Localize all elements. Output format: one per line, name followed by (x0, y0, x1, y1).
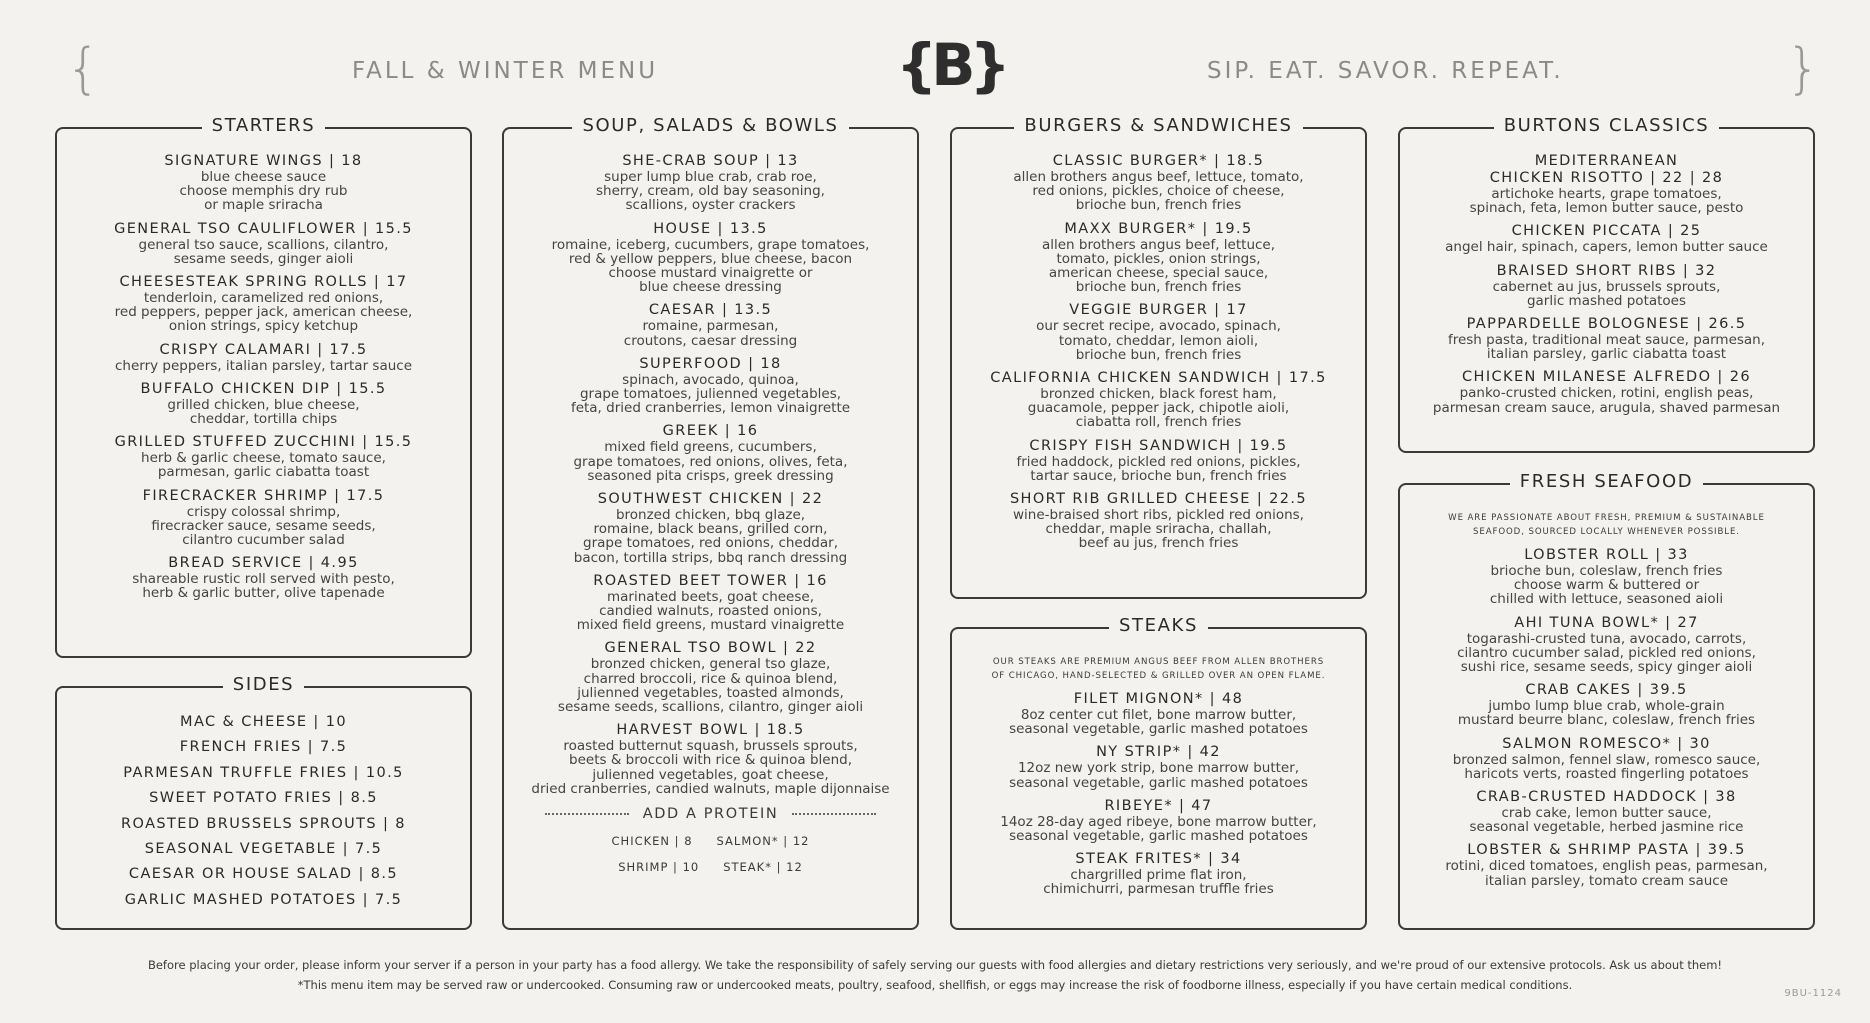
item-description: marinated beets, goat cheese, (606, 588, 814, 605)
item-description: romaine, iceberg, cucumbers, grape tomatoes, (551, 236, 870, 253)
item-description: 14oz 28-day aged ribeye, bone marrow butter, (1000, 813, 1317, 830)
item-name: CRAB-CRUSTED HADDOCK | 38 (1476, 789, 1737, 806)
menu-item (57, 555, 470, 600)
item-description: red onions, pickles, choice of cheese, (1032, 183, 1285, 200)
item-description: julienned vegetables, toasted almonds, (577, 684, 844, 701)
item-description: shareable rustic roll served with pesto, (132, 571, 395, 588)
item-description: seasoned pita crisps, greek dressing (587, 467, 834, 484)
right-brace: } (1786, 37, 1821, 100)
item-name: VEGGIE BURGER | 17 (1069, 302, 1248, 319)
item-description: jumbo lump blue crab, whole-grain (1488, 698, 1725, 715)
sides-title: SIDES (223, 674, 304, 695)
item-name: CLASSIC BURGER* | 18.5 (1052, 153, 1265, 169)
menu-item (952, 438, 1365, 483)
side-item: SWEET POTATO FRIES | 8.5 (149, 790, 378, 807)
item-description: chilled with lettuce, seasoned aioli (1489, 591, 1724, 608)
menu-item (504, 221, 917, 295)
item-description: beets & broccoli with rice & quinoa blend, (569, 752, 852, 769)
menu-item (57, 221, 470, 266)
protein-option: SALMON* | 12 (716, 834, 810, 849)
menu-item (57, 274, 470, 334)
menu-item (1400, 369, 1813, 414)
item-name: CRISPY CALAMARI | 17.5 (159, 341, 368, 358)
soups-title: SOUP, SALADS & BOWLS (572, 115, 848, 136)
item-description: brioche bun, coleslaw, french fries (1490, 563, 1723, 579)
item-name: STEAK FRITES* | 34 (1075, 851, 1242, 868)
side-item: PARMESAN TRUFFLE FRIES | 10.5 (123, 764, 404, 781)
menu-item (952, 221, 1365, 295)
note-line: WE ARE PASSIONATE ABOUT FRESH, PREMIUM & SUSTAINABLE (1448, 513, 1765, 523)
seafood-title: FRESH SEAFOOD (1510, 471, 1703, 492)
side-item: GARLIC MASHED POTATOES | 7.5 (124, 891, 403, 908)
menu-item (57, 153, 470, 213)
item-description: romaine, black beans, grilled corn, (593, 521, 828, 538)
item-description: seasonal vegetable, garlic mashed potatoes (1009, 828, 1308, 845)
item-description: tartar sauce, brioche bun, french fries (1030, 467, 1287, 484)
item-description: italian parsley, tomato cream sauce (1484, 872, 1729, 889)
item-description: herb & garlic cheese, tomato sauce, (141, 450, 386, 467)
burgers-panel (950, 115, 1367, 599)
item-description: haricots verts, roasted fingerling potatoes (1464, 765, 1749, 782)
item-description: cilantro cucumber salad (182, 532, 345, 549)
item-description: cheddar, tortilla chips (189, 411, 338, 428)
item-name: GREEK | 16 (662, 423, 759, 440)
item-description: sherry, cream, old bay seasoning, (596, 183, 825, 200)
item-name: CHEESESTEAK SPRING ROLLS | 17 (119, 274, 408, 291)
item-description: seasonal vegetable, herbed jasmine rice (1469, 819, 1744, 836)
item-name: AHI TUNA BOWL* | 27 (1514, 614, 1699, 631)
menu-item (1400, 547, 1813, 607)
item-name: SALMON ROMESCO* | 30 (1502, 735, 1711, 752)
item-name: CAESAR | 13.5 (648, 302, 773, 319)
section-note (1400, 511, 1813, 539)
item-description: grilled chicken, blue cheese, (167, 396, 360, 413)
seafood-panel (1398, 471, 1815, 930)
item-description: red peppers, pepper jack, american cheese, (114, 304, 413, 321)
item-description: cheddar, maple sriracha, challah, (1045, 521, 1272, 538)
item-name: RIBEYE* | 47 (1104, 797, 1213, 814)
sides-list (57, 710, 470, 913)
menu-item (952, 302, 1365, 362)
menu-item (952, 851, 1365, 896)
item-description: scallions, oyster crackers (625, 197, 796, 214)
item-description: seasonal vegetable, garlic mashed potatoes (1009, 774, 1308, 791)
item-name: HOUSE | 13.5 (653, 220, 768, 237)
item-description: beef au jus, french fries (1078, 535, 1239, 552)
item-description: fresh pasta, traditional meat sauce, parmesan, (1447, 332, 1766, 349)
menu-item (952, 691, 1365, 736)
item-description: ciabatta roll, french fries (1075, 414, 1242, 431)
menu-item (57, 434, 470, 479)
item-description: spinach, feta, lemon butter sauce, pesto (1469, 200, 1744, 217)
item-description: brioche bun, french fries (1075, 279, 1242, 296)
item-name: SUPERFOOD | 18 (639, 355, 782, 372)
side-item: MAC & CHEESE | 10 (180, 714, 347, 730)
item-description: general tso sauce, scallions, cilantro, (138, 236, 389, 253)
menu-item (952, 153, 1365, 213)
menu-item (952, 798, 1365, 843)
item-name: CHICKEN RISOTTO | 22 | 28 (1489, 170, 1724, 186)
menu-code: 9BU-1124 (1784, 988, 1842, 999)
item-description: sesame seeds, ginger aioli (173, 250, 354, 267)
soups-panel (502, 115, 919, 930)
item-description: chimichurri, parmesan truffle fries (1043, 881, 1274, 898)
item-description: parmesan cream sauce, arugula, shaved parmesan (1432, 399, 1781, 416)
item-description: sesame seeds, scallions, cilantro, ginger aioli (557, 699, 864, 716)
item-description: wine-braised short ribs, pickled red onions, (1013, 507, 1304, 524)
item-description: mustard beurre blanc, coleslaw, french fries (1457, 712, 1756, 729)
item-name: HARVEST BOWL | 18.5 (616, 722, 805, 739)
item-description: dried cranberries, candied walnuts, maple dijonnaise (531, 780, 890, 797)
menu-item (504, 153, 917, 213)
item-description: blue cheese dressing (639, 279, 782, 296)
item-description: cabernet au jus, brussels sprouts, (1492, 278, 1721, 295)
item-description: herb & garlic butter, olive tapenade (142, 585, 385, 602)
item-description: tenderloin, caramelized red onions, (143, 290, 384, 307)
item-name: CHICKEN PICCATA | 25 (1511, 223, 1702, 240)
item-name: MAXX BURGER* | 19.5 (1064, 220, 1253, 237)
item-description: tomato, cheddar, lemon aioli, (1058, 332, 1259, 349)
menu-item (57, 342, 470, 373)
item-name: ROASTED BEET TOWER | 16 (593, 572, 828, 589)
item-name: FILET MIGNON* | 48 (1073, 691, 1244, 707)
item-name: BREAD SERVICE | 4.95 (168, 555, 359, 572)
item-description: candied walnuts, roasted onions, (599, 603, 822, 620)
menu-item (1400, 153, 1813, 215)
item-description: grape tomatoes, red onions, olives, feta, (573, 453, 848, 470)
menu-item (504, 423, 917, 483)
item-name: SHE-CRAB SOUP | 13 (622, 153, 799, 169)
item-name: CALIFORNIA CHICKEN SANDWICH | 17.5 (990, 370, 1327, 387)
item-description: choose mustard vinaigrette or (608, 265, 813, 282)
soups-list (504, 153, 917, 874)
classics-panel (1398, 115, 1815, 453)
item-description: croutons, caesar dressing (623, 332, 798, 349)
item-name: LOBSTER & SHRIMP PASTA | 39.5 (1467, 842, 1746, 859)
protein-option: CHICKEN | 8 (611, 834, 693, 849)
menu-item (504, 573, 917, 633)
add-protein-title: ADD A PROTEIN (642, 806, 779, 823)
item-description: mixed field greens, mustard vinaigrette (576, 617, 845, 634)
menu-item (504, 356, 917, 416)
side-item: SEASONAL VEGETABLE | 7.5 (144, 841, 383, 858)
menu-item (952, 744, 1365, 789)
menu-item (1400, 615, 1813, 675)
item-description: parmesan, garlic ciabatta toast (157, 464, 370, 481)
item-description: charred broccoli, rice & quinoa blend, (583, 670, 838, 687)
item-name: SHORT RIB GRILLED CHEESE | 22.5 (1009, 491, 1308, 508)
item-description: romaine, parmesan, (642, 318, 779, 335)
item-name: NY STRIP* | 42 (1096, 744, 1221, 761)
side-item: ROASTED BRUSSELS SPROUTS | 8 (121, 815, 406, 832)
item-name: SOUTHWEST CHICKEN | 22 (597, 491, 824, 508)
menu-item (57, 381, 470, 426)
item-description: cherry peppers, italian parsley, tartar sauce (114, 357, 413, 374)
starters-title: STARTERS (202, 115, 326, 136)
steaks-list (952, 655, 1365, 905)
menu-item (504, 722, 917, 796)
item-description: bronzed chicken, general tso glaze, (590, 656, 831, 673)
item-description: choose memphis dry rub (179, 183, 348, 200)
item-description: crispy colossal shrimp, (186, 503, 341, 520)
menu-item (952, 491, 1365, 551)
allergy-notice: Before placing your order, please inform your server if a person in your party has a food allergy. We take the responsibility of safely serving our guests with food allergies and dietary restrictions very seriously, and we're proud of our extensive protocols. Ask us about them! (147, 958, 1723, 972)
item-description: choose warm & buttered or (1513, 577, 1700, 594)
item-name: SIGNATURE WINGS | 18 (164, 153, 363, 169)
item-description: garlic mashed potatoes (1526, 292, 1687, 309)
item-description: julienned vegetables, goat cheese, (592, 766, 829, 783)
item-description: italian parsley, garlic ciabatta toast (1486, 346, 1727, 363)
item-description: angel hair, spinach, capers, lemon butter sauce (1445, 239, 1768, 256)
item-description: grape tomatoes, red onions, cheddar, (583, 535, 838, 552)
note-line: OUR STEAKS ARE PREMIUM ANGUS BEEF FROM ALLEN BROTHERS (992, 657, 1325, 667)
item-description: our secret recipe, avocado, spinach, (1036, 318, 1281, 335)
item-name: GENERAL TSO CAULIFLOWER | 15.5 (114, 220, 413, 237)
protein-row (504, 834, 917, 848)
item-description: fried haddock, pickled red onions, pickles, (1016, 453, 1301, 470)
item-description: grape tomatoes, julienned vegetables, (579, 386, 842, 403)
item-description: bronzed chicken, bbq glaze, (615, 507, 806, 524)
item-name: PAPPARDELLE BOLOGNESE | 26.5 (1466, 316, 1747, 333)
classics-title: BURTONS CLASSICS (1494, 115, 1720, 136)
item-description: feta, dried cranberries, lemon vinaigrette (570, 400, 851, 417)
item-description: or maple sriracha (204, 197, 323, 214)
item-description: cilantro cucumber salad, pickled red onions, (1457, 644, 1756, 661)
item-description: 12oz new york strip, bone marrow butter, (1017, 760, 1300, 777)
item-description: artichoke hearts, grape tomatoes, (1491, 186, 1722, 202)
item-description: allen brothers angus beef, lettuce, tomato, (1013, 169, 1304, 185)
item-description: brioche bun, french fries (1075, 346, 1242, 363)
menu-item (1400, 263, 1813, 308)
item-description: bacon, tortilla strips, bbq ranch dressing (573, 549, 848, 566)
side-item: CAESAR OR HOUSE SALAD | 8.5 (128, 866, 399, 883)
item-description: onion strings, spicy ketchup (168, 318, 359, 335)
menu-item (1400, 223, 1813, 254)
protein-option: SHRIMP | 10 (618, 860, 700, 875)
item-description: bronzed salmon, fennel slaw, romesco sauce, (1452, 751, 1761, 768)
item-description: brioche bun, french fries (1075, 197, 1242, 214)
menu-item (1400, 682, 1813, 727)
brand-logo: {B} (896, 31, 1005, 99)
item-description: crab cake, lemon butter sauce, (1501, 805, 1712, 822)
tagline: SIP. EAT. SAVOR. REPEAT. (1207, 58, 1564, 84)
starters-panel (55, 115, 472, 658)
burgers-list (952, 153, 1365, 559)
item-name: MEDITERRANEAN (1534, 153, 1679, 169)
note-line: OF CHICAGO, HAND-SELECTED & GRILLED OVER AN OPEN FLAME. (991, 671, 1326, 681)
steaks-panel (950, 615, 1367, 930)
menu-item (1400, 789, 1813, 834)
seafood-list (1400, 511, 1813, 896)
item-description: rotini, diced tomatoes, english peas, parmesan, (1445, 858, 1768, 875)
section-note (952, 655, 1365, 683)
menu-item (952, 370, 1365, 430)
item-description: tomato, pickles, onion strings, (1056, 250, 1261, 267)
burgers-title: BURGERS & SANDWICHES (1014, 115, 1302, 136)
item-description: spinach, avocado, quinoa, (622, 371, 799, 388)
menu-item (1400, 736, 1813, 781)
menu-item (1400, 842, 1813, 887)
item-description: 8oz center cut filet, bone marrow butter, (1020, 707, 1297, 723)
item-description: super lump blue crab, crab roe, (604, 169, 817, 185)
dotted-rule (545, 813, 629, 815)
side-item: FRENCH FRIES | 7.5 (179, 739, 348, 756)
item-name: BRAISED SHORT RIBS | 32 (1496, 262, 1717, 279)
item-description: firecracker sauce, sesame seeds, (151, 517, 376, 534)
item-description: guacamole, pepper jack, chipotle aioli, (1027, 400, 1290, 417)
item-description: allen brothers angus beef, lettuce, (1041, 236, 1276, 253)
item-description: togarashi-crusted tuna, avocado, carrots, (1466, 630, 1747, 647)
item-description: roasted butternut squash, brussels sprouts, (563, 738, 858, 755)
starters-list (57, 153, 470, 609)
menu-item (57, 488, 470, 548)
menu-item (504, 640, 917, 714)
classics-list (1400, 153, 1813, 423)
sides-panel (55, 674, 472, 930)
menu-item (1400, 316, 1813, 361)
item-description: panko-crusted chicken, rotini, english peas, (1459, 385, 1754, 402)
item-description: american cheese, special sauce, (1048, 265, 1269, 282)
protein-option: STEAK* | 12 (723, 860, 803, 875)
item-description: seasonal vegetable, garlic mashed potatoes (1009, 721, 1308, 738)
item-description: chargrilled prime flat iron, (1070, 867, 1247, 884)
menu-item (504, 302, 917, 347)
item-description: mixed field greens, cucumbers, (604, 439, 817, 456)
item-name: CRAB CAKES | 39.5 (1525, 682, 1688, 699)
menu-item (504, 491, 917, 565)
menu-season-title: FALL & WINTER MENU (352, 58, 659, 84)
item-name: CHICKEN MILANESE ALFREDO | 26 (1462, 369, 1751, 386)
note-line: SEAFOOD, SOURCED LOCALLY WHENEVER POSSIBLE. (1473, 527, 1740, 537)
item-name: LOBSTER ROLL | 33 (1524, 547, 1689, 563)
item-description: red & yellow peppers, blue cheese, bacon (568, 250, 853, 267)
left-brace: { (66, 37, 101, 100)
item-name: GENERAL TSO BOWL | 22 (604, 640, 817, 657)
item-name: BUFFALO CHICKEN DIP | 15.5 (140, 380, 387, 397)
dotted-rule (792, 813, 876, 815)
item-name: GRILLED STUFFED ZUCCHINI | 15.5 (114, 434, 413, 451)
steaks-title: STEAKS (1109, 615, 1208, 636)
protein-row (504, 860, 917, 874)
add-protein-heading (504, 806, 917, 822)
item-name: FIRECRACKER SHRIMP | 17.5 (142, 487, 385, 504)
item-description: blue cheese sauce (200, 169, 327, 185)
raw-food-disclaimer: *This menu item may be served raw or undercooked. Consuming raw or undercooked meats, poultry, seafood, shellfish, or eggs may increase the risk of foodborne illness, especially if you have certain medical conditions. (297, 978, 1573, 992)
item-name: CRISPY FISH SANDWICH | 19.5 (1029, 437, 1288, 454)
item-description: bronzed chicken, black forest ham, (1040, 386, 1277, 403)
item-description: sushi rice, sesame seeds, spicy ginger aioli (1460, 659, 1753, 676)
